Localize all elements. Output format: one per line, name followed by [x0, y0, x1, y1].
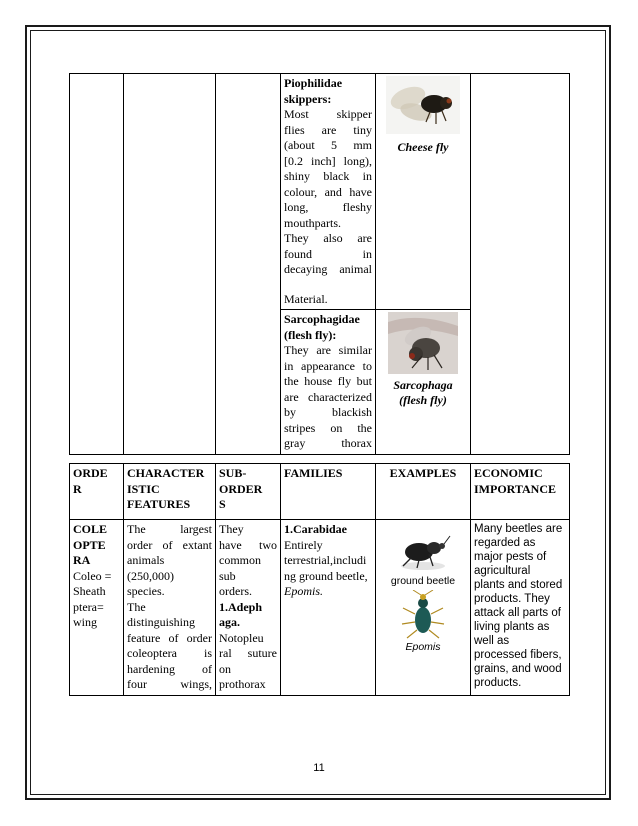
suborder-line: orders.	[219, 584, 252, 598]
text-line: stripes on the	[284, 420, 372, 435]
example-caption: Epomis	[405, 640, 441, 653]
example-cell-cheese-fly	[376, 74, 471, 310]
text-line: grains, and wood	[474, 663, 562, 675]
text-line: mouthparts.	[284, 215, 341, 230]
text-line: shiny black in	[284, 169, 372, 183]
example-caption: (flesh fly)	[399, 393, 447, 407]
suborder-line: sub	[219, 568, 236, 583]
text-line: animals	[127, 553, 165, 567]
table-row	[70, 74, 570, 310]
text-line: distinguishing	[127, 615, 196, 629]
example-cell-flesh-fly	[376, 310, 471, 455]
example-cell-beetles	[376, 520, 471, 696]
diptera-families-table	[69, 73, 570, 455]
order-line: RA	[73, 553, 91, 567]
cheese-fly-photo-icon	[386, 76, 460, 134]
text-line: coleoptera is	[127, 646, 212, 660]
text-line: species.	[127, 584, 165, 598]
suborder-line: Notopleu	[219, 630, 264, 645]
family-line: terrestrial,includi	[284, 553, 367, 567]
suborder-line: ral suture	[219, 646, 277, 660]
suborder-line: 1.Adeph	[219, 599, 263, 614]
text-line: (250,000)	[127, 568, 174, 583]
family-line: Epomis.	[284, 584, 323, 598]
header-line: ISTIC	[127, 481, 160, 496]
header-line: CHARACTER	[127, 466, 205, 480]
characteristic-cell	[124, 74, 216, 455]
suborder-header	[216, 464, 281, 520]
text-line: long, fleshy	[284, 200, 372, 214]
text-line: flies are tiny	[284, 122, 372, 137]
coleoptera-table	[69, 463, 570, 696]
example-caption: Cheese fly	[397, 140, 449, 154]
table-row	[70, 520, 570, 696]
family-description	[284, 343, 372, 452]
family-extra: Material.	[284, 291, 328, 306]
economic-header	[471, 464, 570, 520]
text-line: They are similar	[284, 343, 372, 357]
text-line: agricultural	[474, 565, 531, 577]
text-line: They also are	[284, 231, 372, 245]
order-cell-coleoptera	[70, 520, 124, 696]
epomis-beetle-photo-icon	[397, 590, 449, 640]
page-number: 11	[313, 762, 325, 774]
suborder-line: They	[219, 522, 244, 536]
family-title: Sarcophagidae (flesh fly):	[284, 312, 360, 342]
suborder-line: on	[219, 661, 231, 676]
economic-cell	[471, 74, 570, 455]
header-line: S	[219, 497, 226, 511]
header-line: SUB-	[219, 466, 247, 480]
text-line: the house fly but	[284, 374, 372, 388]
text-line: (about 5 mm	[284, 138, 372, 152]
character-description	[127, 522, 212, 693]
suborder-cell	[216, 74, 281, 455]
header-line: EXAMPLES	[389, 466, 457, 480]
examples-header	[376, 464, 471, 520]
order-line: wing	[73, 615, 97, 629]
header-line: FAMILIES	[284, 466, 343, 480]
example-caption: ground beetle	[390, 575, 456, 587]
text-line: order of extant	[127, 537, 212, 552]
order-line: OPTE	[73, 537, 106, 552]
ground-beetle-photo-icon	[393, 522, 453, 574]
text-line: regarded as	[474, 537, 536, 549]
text-line: living plants as	[474, 621, 550, 633]
text-line: attack all parts of	[474, 607, 561, 619]
suborder-line: common	[219, 553, 261, 567]
text-line: by blackish	[284, 405, 372, 419]
text-line: The	[127, 599, 146, 614]
suborder-cell-coleoptera	[216, 520, 281, 696]
character-cell-coleoptera	[124, 520, 216, 696]
text-line: well as	[474, 635, 510, 647]
order-cell	[70, 74, 124, 455]
header-line: ORDE	[73, 466, 108, 480]
text-line: [0.2 inch] long),	[284, 153, 372, 168]
suborder-line: prothorax	[219, 677, 266, 691]
header-line: ORDER	[219, 481, 263, 496]
economic-cell-coleoptera	[471, 520, 570, 696]
order-line: COLE	[73, 522, 108, 536]
character-header	[124, 464, 216, 520]
text-line: hardening of	[127, 661, 212, 676]
order-header	[70, 464, 124, 520]
family-line: ng ground beetle,	[284, 568, 368, 583]
order-line: Coleo =	[73, 568, 112, 583]
text-line: feature of order	[127, 630, 212, 645]
header-line: ECONOMIC	[474, 466, 543, 480]
text-line: four wings,	[127, 677, 212, 691]
text-line: found in	[284, 246, 372, 261]
header-line: FEATURES	[127, 497, 191, 511]
text-line: Many beetles are	[474, 523, 563, 535]
family-title: Piophilidae skippers:	[284, 76, 343, 106]
family-description	[284, 107, 372, 278]
header-line: R	[73, 481, 82, 496]
table-header-row	[70, 464, 570, 520]
text-line: products. They	[474, 593, 550, 605]
suborder-line: have two	[219, 537, 277, 552]
economic-description	[474, 522, 566, 690]
flesh-fly-photo-icon	[388, 312, 458, 374]
text-line: colour, and have	[284, 184, 372, 199]
text-line: plants and stored	[474, 579, 563, 591]
text-line: products.	[474, 677, 522, 689]
suborder-line: aga.	[219, 615, 240, 629]
families-header	[281, 464, 376, 520]
text-line: gray thorax	[284, 436, 372, 450]
text-line: The largest	[127, 522, 212, 536]
family-cell-sarcophagidae	[281, 310, 376, 455]
family-line: Entirely	[284, 537, 323, 552]
text-line: in appearance to	[284, 358, 372, 373]
text-line: are characterized	[284, 389, 372, 404]
text-line: major pests of	[474, 551, 547, 563]
text-line: Most skipper	[284, 107, 372, 121]
order-line: Sheath	[73, 584, 106, 598]
family-title: 1.Carabidae	[284, 522, 347, 536]
family-cell-piophilidae	[281, 74, 376, 310]
header-line: IMPORTANCE	[474, 481, 557, 496]
text-line: processed fibers,	[474, 649, 562, 661]
family-cell-carabidae	[281, 520, 376, 696]
order-line: ptera=	[73, 599, 104, 614]
example-caption: Sarcophaga	[393, 378, 453, 392]
text-line: decaying animal	[284, 262, 372, 276]
